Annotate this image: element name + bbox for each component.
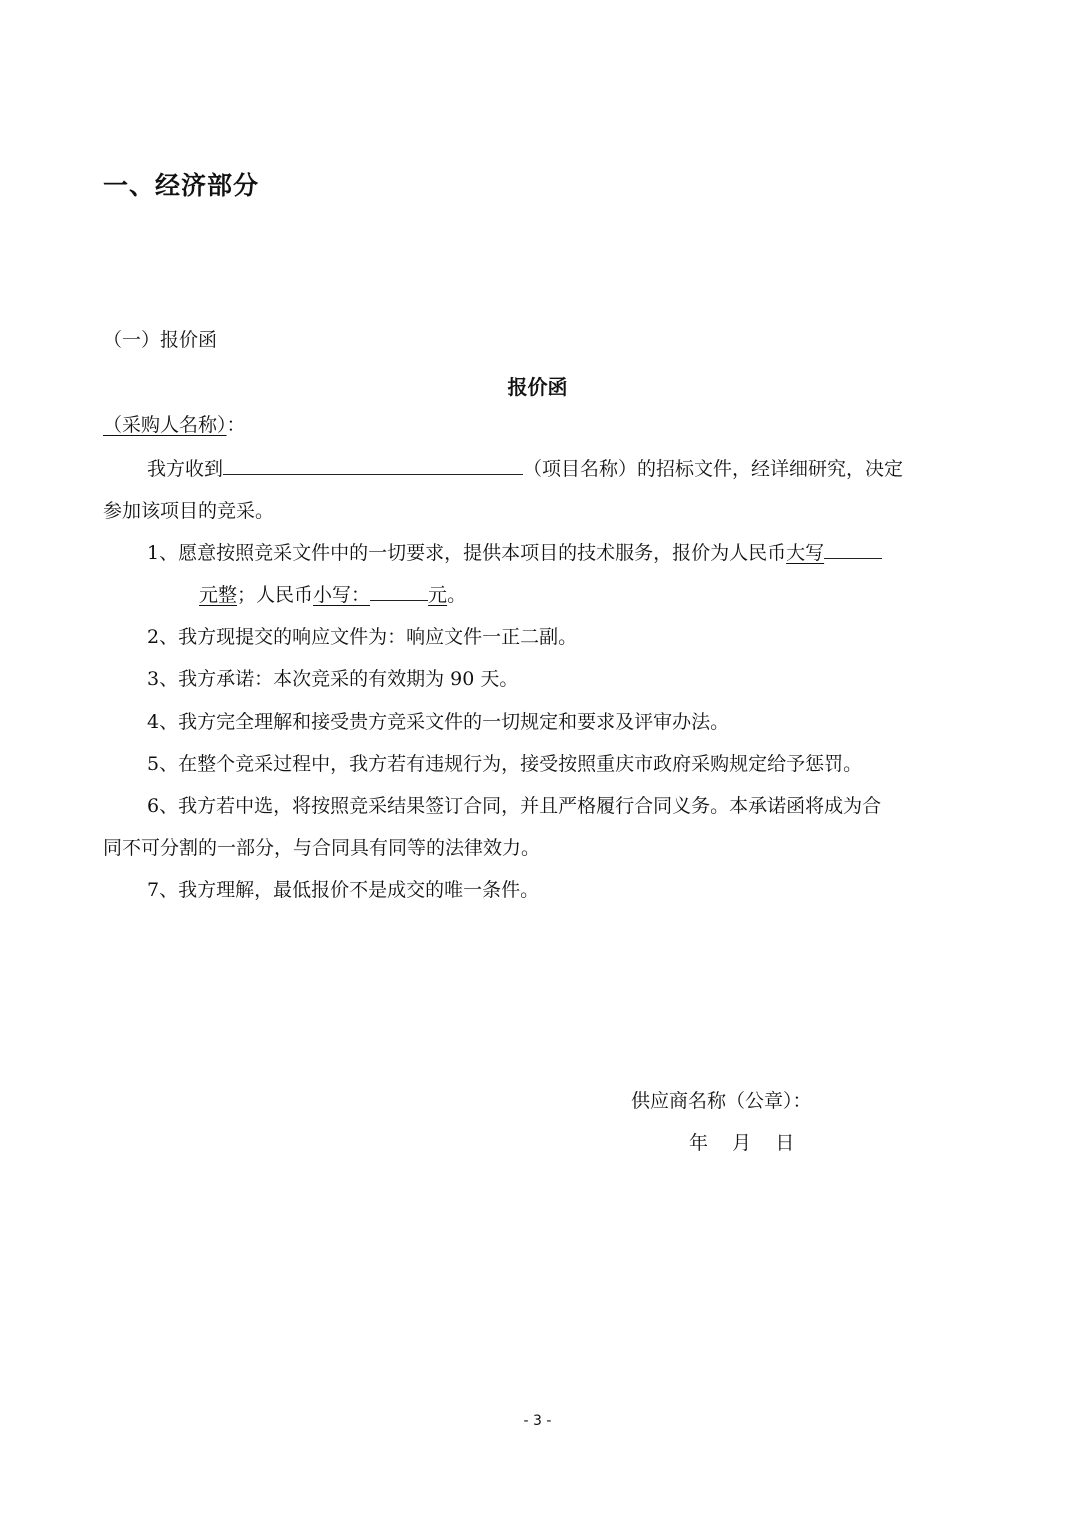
intro-line-1 (147, 455, 973, 482)
subheading: （一）报价函 (103, 329, 218, 351)
intro-start: 我方收到 (147, 458, 224, 480)
item-1-line-2 (199, 581, 466, 608)
item-6-line-1: 6、我方若中选，将按照竞采结果签订合同，并且严格履行合同义务。本承诺函将成为合 (147, 795, 882, 817)
daxie-blank (824, 539, 882, 559)
project-name-blank (223, 455, 523, 475)
intro-line-2: 参加该项目的竞采。 (103, 500, 275, 522)
xiaoxie-label: 小写： (313, 584, 371, 606)
item-1-start: 1、愿意按照竞采文件中的一切要求，提供本项目的技术服务，报价为人民币 (147, 542, 787, 564)
item-1-end: 。 (447, 584, 467, 606)
page-number: - 3 - (523, 1413, 552, 1429)
item-1-line-1 (147, 539, 882, 566)
supplier-signature: 供应商名称（公章）： (631, 1090, 812, 1112)
intro-after-blank: （项目名称）的招标文件，经详细研究，决定 (523, 458, 904, 480)
daxie-label: 大写 (786, 542, 825, 564)
addressee-line (103, 412, 246, 438)
yuan-label: 元 (428, 584, 448, 606)
list-item: 5、在整个竞采过程中，我方若有违规行为，接受按照重庆市政府采购规定给予惩罚。 (147, 753, 863, 775)
list-item: 7、我方理解，最低报价不是成交的唯一条件。 (147, 879, 540, 901)
addressee-colon: ： (226, 414, 246, 436)
letter-title: 报价函 (507, 375, 568, 399)
item-6-line-2: 同不可分割的一部分，与合同具有同等的法律效力。 (103, 837, 541, 859)
section-heading: 一、经济部分 (103, 171, 260, 200)
addressee: （采购人名称） (103, 414, 227, 436)
list-item: 3、我方承诺：本次竞采的有效期为 90 天。 (147, 668, 519, 690)
list-item: 2、我方现提交的响应文件为：响应文件一正二副。 (147, 626, 578, 648)
xiaoxie-blank (370, 581, 428, 601)
yuanzheng-label: 元整 (199, 584, 238, 606)
signature-date: 年 月 日 (689, 1132, 795, 1154)
renminbi-label: ；人民币 (237, 584, 314, 606)
list-item: 4、我方完全理解和接受贵方竞采文件的一切规定和要求及评审办法。 (147, 711, 730, 733)
